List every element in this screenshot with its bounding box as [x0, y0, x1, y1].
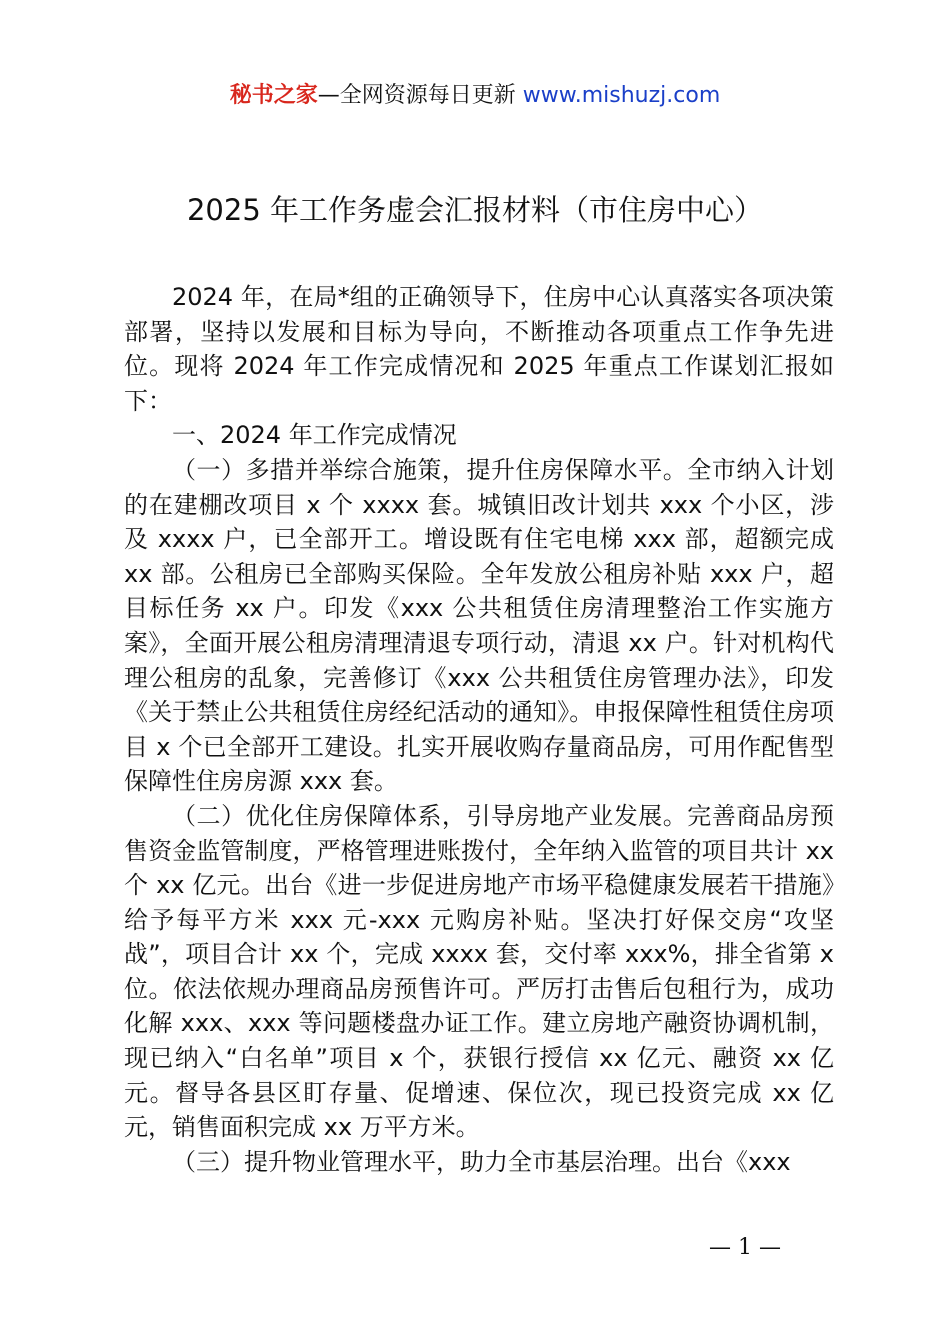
- site-banner: [0, 80, 950, 112]
- paragraph-section-1-1: （一）多措并举综合施策，提升住房保障水平。全市纳入计划的在建棚改项目 x 个 xxxx 套。城镇旧改计划共 xxx 个小区，涉及 xxxx 户，已全部开工。增设既有住宅电梯 xxx 部，超额完成 xx 部。公租房已全部购买保险。全年发放公租房补贴 xxx 户，超目标任务 xx 户。印发《xxx 公共租赁住房清理整治工作实施方案》，全面开展公租房清理清退专项行动，清退 xx 户。针对机构代理公租房的乱象，完善修订《xxx 公共租赁住房管理办法》，印发《关于禁止公共租赁住房经纪活动的通知》。申报保障性租赁住房项目 x 个已全部开工建设。扎实开展收购存量商品房，可用作配售型保障性住房房源 xxx 套。: [124, 455, 834, 796]
- banner-slogan: —全网资源每日更新: [317, 83, 523, 108]
- banner-url[interactable]: www.mishuzj.com: [522, 83, 721, 108]
- paragraph-section-1-2: （二）优化住房保障体系，引导房地产业发展。完善商品房预售资金监管制度，严格管理进账拨付，全年纳入监管的项目共计 xx 个 xx 亿元。出台《进一步促进房地产市场平稳健康发展若干措施》给予每平方米 xxx 元-xxx 元购房补贴。坚决打好保交房“攻坚战”，项目合计 xx 个，完成 xxxx 套，交付率 xxx%，排全省第 x 位。依法依规办理商品房预售许可。严厉打击售后包租行为，成功化解 xxx、xxx 等问题楼盘办证工作。建立房地产融资协调机制，现已纳入“白名单”项目 x 个，获银行授信 xx 亿元、融资 xx 亿元。督导各县区盯存量、促增速、保位次，现已投资完成 xx 亿元，销售面积完成 xx 万平方米。: [124, 801, 834, 1142]
- document-title: 2025 年工作务虚会汇报材料（市住房中心）: [186, 193, 764, 227]
- paragraph-section-1-3: （三）提升物业管理水平，助力全市基层治理。出台《xxx: [172, 1147, 791, 1176]
- paragraph-intro: 2024 年，在局*组的正确领导下，住房中心认真落实各项决策部署，坚持以发展和目标为导向，不断推动各项重点工作争先进位。现将 2024 年工作完成情况和 2025 年重点工作谋划汇报如下：: [124, 283, 834, 415]
- section-heading-1: 一、2024 年工作完成情况: [172, 421, 457, 450]
- page-number: — 1 —: [709, 1235, 781, 1260]
- document-body: [124, 280, 834, 1179]
- banner-brand: 秘书之家: [229, 83, 318, 108]
